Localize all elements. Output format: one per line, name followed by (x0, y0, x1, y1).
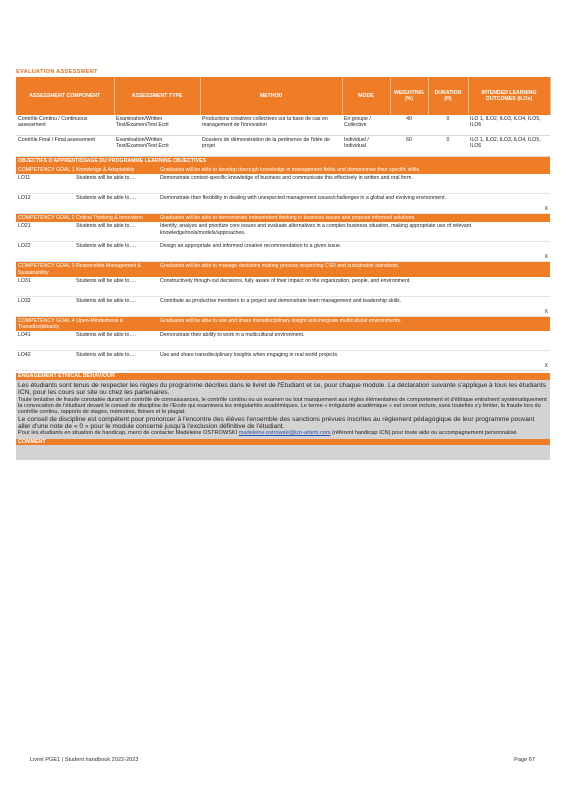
competency-label: COMPETENCY GOAL 1 Knowledge & Adaptability (16, 166, 158, 174)
competency-goal: Graduates will be able to develop thorough knowledge in management fields and demonstrate their specific skills. (158, 166, 550, 174)
assessment-header-row (16, 77, 550, 115)
contact-text-end: (référent handicap ICN) pour toute aide ou accompagnement personnalisé. (332, 429, 519, 436)
lo-text: Constructively though-out decisions, fully aware of their impact on the organization, people, and environment. (158, 277, 538, 297)
competency-label: COMPETENCY GOAL 4 Open-Mindedness & Transdisciplinarity (16, 316, 158, 331)
competency-label: COMPETENCY GOAL 3 Responsible Management & Sustainability (16, 262, 158, 277)
lo-code: LO11 (16, 174, 74, 194)
cell-duration: 0 (428, 115, 468, 136)
page-footer (30, 757, 535, 763)
lo-prefix: Students will be able to…. (74, 174, 158, 194)
learning-objective-row (16, 242, 550, 262)
lo-code: LO21 (16, 222, 74, 242)
lo-mark: X (538, 194, 550, 214)
assessment-table (16, 77, 551, 157)
competency-row (16, 316, 550, 331)
cell-weighting: 40 (390, 115, 428, 136)
lo-text: Contribute as productive members to a project and demonstrate team management and leadership skills. (158, 296, 538, 316)
comment-body (16, 445, 550, 460)
objectives-title-row (16, 157, 550, 166)
lo-prefix: Students will be able to…. (74, 242, 158, 262)
lo-mark: X (538, 351, 550, 371)
page-content (16, 68, 550, 460)
lo-mark (538, 277, 550, 297)
learning-objective-row (16, 296, 550, 316)
learning-objective-row (16, 222, 550, 242)
lo-text: Demonstrate their ability to work in a multicultural environment. (158, 331, 538, 351)
lo-prefix: Students will be able to…. (74, 277, 158, 297)
engagement-body (16, 380, 550, 439)
header-duration: DURATION (H) (428, 77, 468, 115)
evaluation-title: EVALUATION ASSESSMENT (16, 69, 98, 75)
objectives-title: OBJECTIFS D'APPRENTISSAGE DU PROGRAMME LEARNING OBJECTIVES (16, 157, 550, 166)
competency-row (16, 166, 550, 174)
engagement-paragraph: Les étudiants sont tenus de respecter les règles du programme décrites dans le livret de l'Etudiant et ce, pour chaque module. La déclaration suivante s'applique à tous les étudiants ICN, pour les cours sur site ou chez les partenaires. (18, 382, 546, 397)
cell-weighting: 60 (390, 136, 428, 157)
lo-code: LO22 (16, 242, 74, 262)
lo-mark (538, 222, 550, 242)
cell-mode: En groupe / Collective (342, 115, 390, 136)
table-row (16, 115, 550, 136)
learning-objective-row (16, 351, 550, 371)
lo-mark: X (538, 296, 550, 316)
header-ilos: INTENDED LEARNING OUTCOMES (ILOs) (468, 77, 550, 115)
lo-prefix: Students will be able to…. (74, 194, 158, 214)
lo-prefix: Students will be able to…. (74, 222, 158, 242)
competency-label: COMPETENCY GOAL 2 Critical Thinking & Innovation (16, 214, 158, 223)
competency-row (16, 262, 550, 277)
lo-mark: X (538, 242, 550, 262)
header-weighting: WEIGHTING (%) (390, 77, 428, 115)
lo-code: LO41 (16, 331, 74, 351)
learning-objective-row (16, 194, 550, 214)
cell-component: Contrôle Continu / Continuous assessment (16, 115, 114, 136)
cell-method: Productions créatives collectives sur la base de cas en management de l'innovation (200, 115, 342, 136)
lo-text: Use and share transdisciplinary insights when engaging in real world projects. (158, 351, 538, 371)
competency-row (16, 214, 550, 223)
lo-text: Demonstrate their flexibility in dealing with unexpected management issues/challenges in a global and evolving environment. (158, 194, 538, 214)
lo-code: LO32 (16, 296, 74, 316)
cell-mode: Individuel / Individual (342, 136, 390, 157)
footer-left: Livret PGE1 | Student handbook 2022-2023 (30, 757, 139, 763)
competency-goal: Graduates will be able to manage decisions making process respecting CSR and sustainable standards. (158, 262, 550, 277)
header-mode: MODE (342, 77, 390, 115)
competency-goal: Graduates will be able to use and share transdisciplinary insight and integrate multicultural environments. (158, 316, 550, 331)
lo-code: LO42 (16, 351, 74, 371)
lo-mark (538, 174, 550, 194)
cell-component: Contrôle Final / Final assessment (16, 136, 114, 157)
lo-text: Demonstrate context-specific knowledge of business and communicate this effectively in written and oral form. (158, 174, 538, 194)
contact-text: Pour les étudiants en situation de handicap, merci de contacter Madeleine OSTROWSKI (18, 429, 238, 436)
cell-ilos: ILO 1, ILO2, ILO3, ILO4, ILO5, ILO6 (468, 136, 550, 157)
lo-code: LO31 (16, 277, 74, 297)
cell-method: Dossiers de démonstration de la pertinence de l'idée de projet (200, 136, 342, 157)
cell-type: Examination/Written Test/Examen/Test Ecrit (114, 115, 200, 136)
engagement-paragraph: Toute tentative de fraude constatée durant un contrôle de connaissances, le contrôle continu ou un examen ou tout manquement aux règles élémentaires de comportement et d'éthique entraînent systématiquement la convocation de l'étudiant devant le conseil de discipline de l'Ecole qui examinera les irrégularités académiques. Le terme « irrégularité académique » est censé inclure, sans toutefois s'y limiter, la fraude lors du contrôle continu, rapports de stages, mémoires, thèses et le plagiat. (18, 396, 547, 416)
engagement-paragraph: Le conseil de discipline est compétent pour prononcer à l'encontre des élèves l'ensemble des sanctions prévues inscrites au règlement pédagogique de leur programme pouvant aller d'une note de « 0 » pour le module concerné jusqu'à l'exclusion définitive de l'étudiant. (18, 415, 535, 430)
lo-prefix: Students will be able to…. (74, 296, 158, 316)
lo-text: Design an appropriate and informed creative recommendation to a given issue. (158, 242, 538, 262)
lo-prefix: Students will be able to…. (74, 331, 158, 351)
cell-ilos: ILO 1, ILO2, ILO3, ILO4, ILO5, ILO6 (468, 115, 550, 136)
competency-goal: Graduates will be able to demonstrate independent thinking in business issues and propose informed solutions. (158, 214, 550, 223)
header-type: ASSESSMENT TYPE (114, 77, 200, 115)
comment-title: COMMENT (16, 439, 550, 445)
learning-objective-row (16, 277, 550, 297)
lo-prefix: Students will be able to…. (74, 351, 158, 371)
page-number: Page 67 (514, 757, 535, 763)
lo-code: LO12 (16, 194, 74, 214)
objectives-table (16, 157, 550, 371)
lo-mark (538, 331, 550, 351)
cell-type: Examination/Written Test/Examen/Test Ecrit (114, 136, 200, 157)
learning-objective-row (16, 331, 550, 351)
lo-text: Identify, analyze and prioritize core issues and evaluate alternatives in a complex business situation, making appropriate use of relevant knowledge/tools/models/approaches. (158, 222, 538, 242)
header-component: ASSESSMENT COMPONENT (16, 77, 114, 115)
engagement-contact (18, 430, 548, 436)
engagement-title: ENGAGEMENT ETHICAL BEHAVIOUR (16, 373, 550, 380)
table-row (16, 136, 550, 157)
cell-duration: 0 (428, 136, 468, 157)
contact-email-link[interactable]: madeleine.ostrowski@icn-artem.com (238, 429, 331, 436)
header-method: METHOD (200, 77, 342, 115)
learning-objective-row (16, 174, 550, 194)
